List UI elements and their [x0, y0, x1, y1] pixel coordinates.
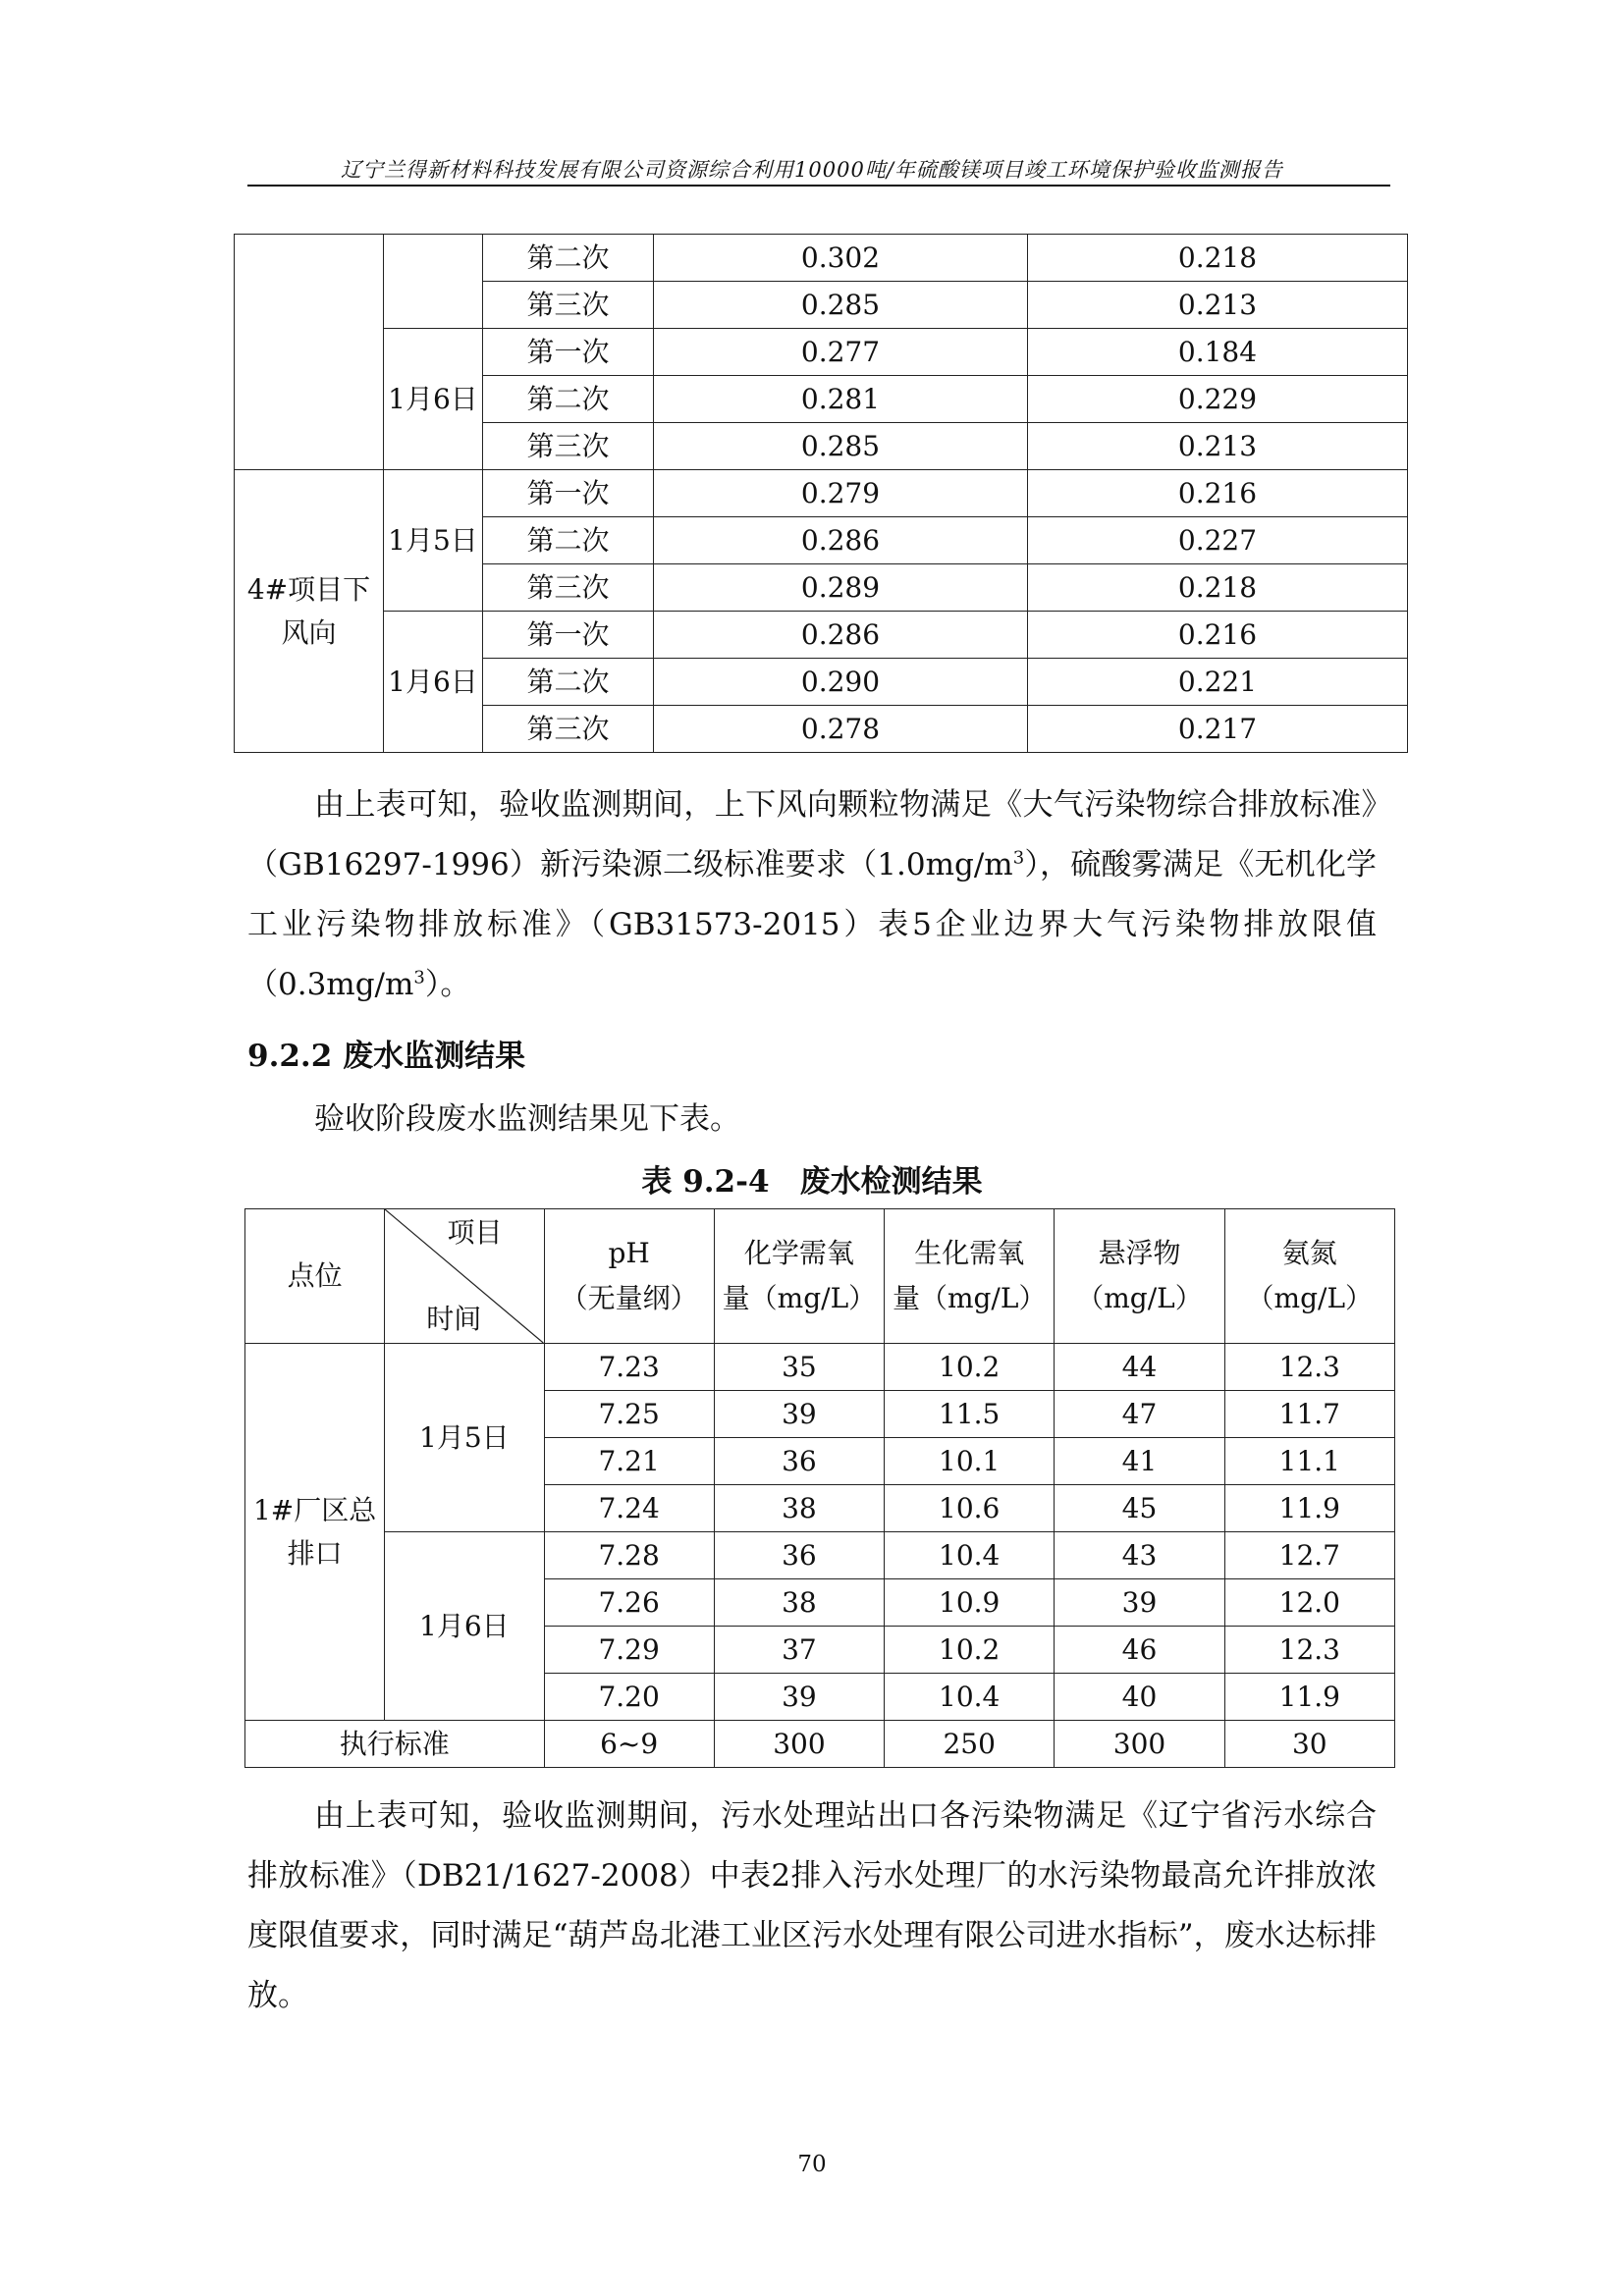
header-line1: pH	[608, 1237, 650, 1269]
date-cell: 1月6日	[385, 1532, 544, 1721]
value-cell: 43	[1055, 1532, 1224, 1579]
value-cell: 36	[714, 1532, 884, 1579]
time-cell: 第一次	[483, 612, 654, 659]
value-cell: 7.29	[544, 1627, 714, 1674]
value-cell: 0.289	[654, 564, 1028, 612]
page-number: 70	[797, 2152, 827, 2177]
header-line1: 化学需氧	[743, 1237, 854, 1269]
value-cell: 11.9	[1224, 1485, 1394, 1532]
date-cell: 1月6日	[384, 329, 483, 470]
time-cell: 第二次	[483, 517, 654, 564]
value-cell: 7.21	[544, 1438, 714, 1485]
value-cell: 0.218	[1028, 564, 1408, 612]
standard-value: 250	[885, 1721, 1055, 1768]
value-cell: 12.7	[1224, 1532, 1394, 1579]
header-site: 点位	[245, 1209, 385, 1344]
value-cell: 0.285	[654, 423, 1028, 470]
value-cell: 0.227	[1028, 517, 1408, 564]
value-cell: 10.6	[885, 1485, 1055, 1532]
header-line1: 氨氮	[1281, 1237, 1337, 1269]
time-cell: 第二次	[483, 235, 654, 282]
date-cell: 1月5日	[385, 1344, 544, 1532]
value-cell: 0.286	[654, 612, 1028, 659]
wastewater-conclusion-paragraph: 由上表可知，验收监测期间，污水处理站出口各污染物满足《辽宁省污水综合排放标准》（DB21/1627-2008）中表2排入污水处理厂的水污染物最高允许排放浓度限值要求，同时满足“葫芦岛北港工业区污水处理有限公司进水指标”，废水达标排放。	[247, 1798, 1377, 2013]
value-cell: 0.221	[1028, 659, 1408, 706]
value-cell: 39	[1055, 1579, 1224, 1627]
value-cell: 38	[714, 1485, 884, 1532]
value-cell: 7.28	[544, 1532, 714, 1579]
time-cell: 第三次	[483, 564, 654, 612]
para1-text-c: ）。	[424, 967, 471, 1002]
value-cell: 7.26	[544, 1579, 714, 1627]
air-monitoring-table-continued	[234, 234, 1408, 753]
value-cell: 0.213	[1028, 282, 1408, 329]
value-cell: 0.302	[654, 235, 1028, 282]
value-cell: 0.218	[1028, 235, 1408, 282]
header-line2: （mg/L）	[1246, 1282, 1374, 1314]
value-cell: 10.1	[885, 1438, 1055, 1485]
table-row	[245, 1344, 1395, 1391]
value-cell: 11.1	[1224, 1438, 1394, 1485]
site-cell: 1#厂区总排口	[245, 1344, 385, 1721]
value-cell: 39	[714, 1674, 884, 1721]
superscript: 3	[413, 967, 425, 988]
value-cell: 7.24	[544, 1485, 714, 1532]
value-cell: 0.285	[654, 282, 1028, 329]
value-cell: 46	[1055, 1627, 1224, 1674]
value-cell: 39	[714, 1391, 884, 1438]
header-line2: （无量纲）	[560, 1282, 698, 1314]
value-cell: 40	[1055, 1674, 1224, 1721]
intro-paragraph: 验收阶段废水监测结果见下表。	[314, 1101, 740, 1137]
value-cell: 7.23	[544, 1344, 714, 1391]
para1-text-b: ），硫酸雾满足《无机化学工业污染物排放标准》（GB31573-2015）表5企业边界大气污染物排放限值（0.3mg/m	[247, 847, 1378, 1002]
standard-value: 300	[1055, 1721, 1224, 1768]
value-cell: 12.3	[1224, 1344, 1394, 1391]
air-conclusion-paragraph	[247, 775, 1377, 1015]
value-cell: 0.184	[1028, 329, 1408, 376]
header-ph	[544, 1209, 714, 1344]
value-cell: 37	[714, 1627, 884, 1674]
header-nh3n	[1224, 1209, 1394, 1344]
value-cell: 0.216	[1028, 470, 1408, 517]
standard-value: 300	[714, 1721, 884, 1768]
value-cell: 0.279	[654, 470, 1028, 517]
table-header-row	[245, 1209, 1395, 1344]
value-cell: 38	[714, 1579, 884, 1627]
value-cell: 12.0	[1224, 1579, 1394, 1627]
header-time-label: 时间	[426, 1303, 482, 1335]
section-heading: 9.2.2 废水监测结果	[247, 1039, 526, 1074]
table-row	[235, 470, 1408, 517]
value-cell: 0.216	[1028, 612, 1408, 659]
value-cell: 11.7	[1224, 1391, 1394, 1438]
time-cell: 第一次	[483, 470, 654, 517]
header-ss	[1055, 1209, 1224, 1344]
value-cell: 44	[1055, 1344, 1224, 1391]
para1-text-a: 由上表可知，验收监测期间，上下风向颗粒物满足《大气污染物综合排放标准》（GB16297-1996）新污染源二级标准要求（1.0mg/m	[247, 787, 1377, 882]
standard-label: 执行标准	[245, 1721, 545, 1768]
header-bod	[885, 1209, 1055, 1344]
site-cell	[235, 235, 384, 470]
value-cell: 7.20	[544, 1674, 714, 1721]
header-item-label: 项目	[447, 1216, 503, 1249]
report-header-title: 辽宁兰得新材料科技发展有限公司资源综合利用10000吨/年硫酸镁项目竣工环境保护验收监测报告	[341, 158, 1283, 182]
value-cell: 0.229	[1028, 376, 1408, 423]
time-cell: 第三次	[483, 282, 654, 329]
table-row	[235, 235, 1408, 282]
header-line2: （mg/L）	[1076, 1282, 1203, 1314]
value-cell: 7.25	[544, 1391, 714, 1438]
standard-row	[245, 1721, 1395, 1768]
header-line1: 悬浮物	[1098, 1237, 1181, 1269]
value-cell: 0.277	[654, 329, 1028, 376]
standard-value: 6~9	[544, 1721, 714, 1768]
date-cell: 1月6日	[384, 612, 483, 753]
standard-value: 30	[1224, 1721, 1394, 1768]
time-cell: 第三次	[483, 706, 654, 753]
time-cell: 第三次	[483, 423, 654, 470]
header-diagonal-cell	[385, 1209, 544, 1344]
header-cod	[714, 1209, 884, 1344]
value-cell: 0.281	[654, 376, 1028, 423]
time-cell: 第二次	[483, 376, 654, 423]
value-cell: 0.213	[1028, 423, 1408, 470]
value-cell: 10.9	[885, 1579, 1055, 1627]
value-cell: 12.3	[1224, 1627, 1394, 1674]
value-cell: 11.9	[1224, 1674, 1394, 1721]
value-cell: 47	[1055, 1391, 1224, 1438]
time-cell: 第二次	[483, 659, 654, 706]
time-cell: 第一次	[483, 329, 654, 376]
value-cell: 35	[714, 1344, 884, 1391]
table-row	[235, 329, 1408, 376]
table-row	[245, 1532, 1395, 1579]
wastewater-results-table	[244, 1208, 1395, 1768]
site-cell: 4#项目下风向	[235, 470, 384, 753]
value-cell: 11.5	[885, 1391, 1055, 1438]
table-caption: 表 9.2-4 废水检测结果	[641, 1164, 983, 1200]
date-cell	[384, 235, 483, 329]
value-cell: 10.2	[885, 1344, 1055, 1391]
value-cell: 10.4	[885, 1674, 1055, 1721]
header-rule	[247, 185, 1390, 187]
value-cell: 36	[714, 1438, 884, 1485]
superscript: 3	[1012, 847, 1025, 869]
table-row	[235, 612, 1408, 659]
value-cell: 0.217	[1028, 706, 1408, 753]
value-cell: 0.278	[654, 706, 1028, 753]
header-line2: 量（mg/L）	[892, 1282, 1047, 1314]
date-cell: 1月5日	[384, 470, 483, 612]
value-cell: 10.2	[885, 1627, 1055, 1674]
header-line1: 生化需氧	[914, 1237, 1025, 1269]
value-cell: 41	[1055, 1438, 1224, 1485]
value-cell: 0.290	[654, 659, 1028, 706]
header-line2: 量（mg/L）	[722, 1282, 877, 1314]
value-cell: 45	[1055, 1485, 1224, 1532]
value-cell: 10.4	[885, 1532, 1055, 1579]
value-cell: 0.286	[654, 517, 1028, 564]
